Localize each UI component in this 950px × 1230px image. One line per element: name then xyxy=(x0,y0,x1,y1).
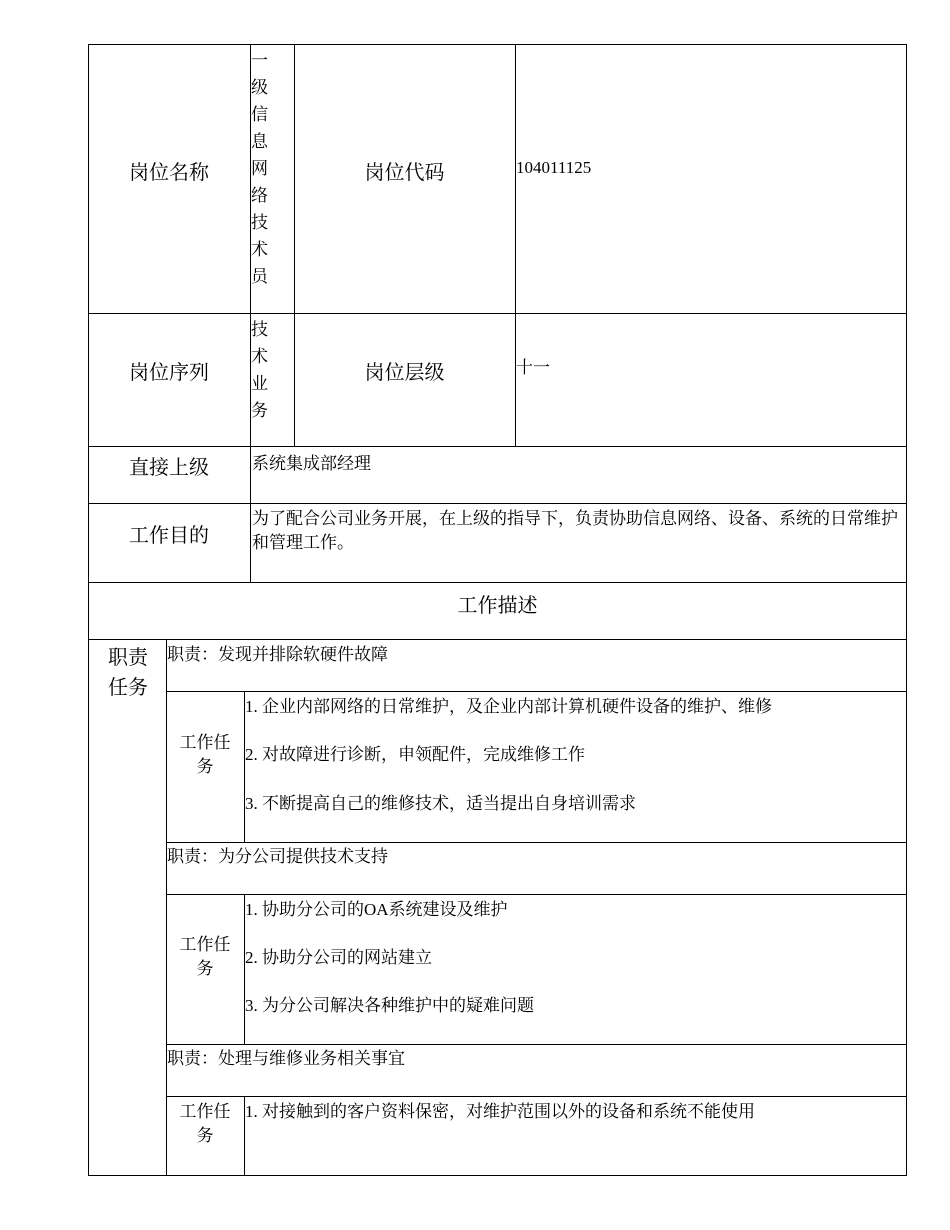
row-divider xyxy=(166,1044,907,1045)
row-divider xyxy=(88,639,907,640)
position-code-label: 岗位代码 xyxy=(364,162,445,184)
row-divider xyxy=(88,313,907,314)
duty-title: 职责：为分公司提供技术支持 xyxy=(167,847,388,866)
position-series-value: 技术业务 xyxy=(251,320,268,420)
position-code-value: 104011125 xyxy=(516,158,592,177)
position-series-label: 岗位序列 xyxy=(129,362,209,384)
task-label: 工作任务 xyxy=(179,935,231,978)
position-name-label: 岗位名称 xyxy=(129,162,209,184)
purpose-value: 为了配合公司业务开展，在上级的指导下，负责协助信息网络、设备、系统的日常维护和管理工作。 xyxy=(252,509,898,552)
duty-title: 职责：处理与维修业务相关事宜 xyxy=(167,1049,405,1068)
col-divider xyxy=(515,44,516,446)
position-name-value: 一级信息网络技术员 xyxy=(251,51,268,286)
position-level-label: 岗位层级 xyxy=(364,362,445,384)
row-divider xyxy=(88,582,907,583)
row-divider xyxy=(166,1096,907,1097)
task-label: 工作任务 xyxy=(179,733,231,776)
row-divider xyxy=(88,503,907,504)
duties-tasks-label: 职责任务 xyxy=(108,647,148,699)
col-divider xyxy=(294,44,295,446)
task-item: 1. 企业内部网络的日常维护，及企业内部计算机硬件设备的维护、维修 xyxy=(245,697,772,716)
position-level-value: 十一 xyxy=(516,358,550,377)
purpose-label: 工作目的 xyxy=(129,525,209,547)
task-item: 2. 对故障进行诊断，申领配件，完成维修工作 xyxy=(245,745,585,764)
row-divider xyxy=(166,842,907,843)
task-item: 3. 不断提高自己的维修技术，适当提出自身培训需求 xyxy=(245,794,636,813)
row-divider xyxy=(166,691,907,692)
task-item: 1. 协助分公司的OA系统建设及维护 xyxy=(245,900,508,919)
superior-value: 系统集成部经理 xyxy=(252,454,371,473)
task-item: 1. 对接触到的客户资料保密，对维护范围以外的设备和系统不能使用 xyxy=(245,1102,755,1121)
task-label: 工作任务 xyxy=(179,1102,231,1145)
task-item: 3. 为分公司解决各种维护中的疑难问题 xyxy=(245,996,534,1015)
task-item: 2. 协助分公司的网站建立 xyxy=(245,948,432,967)
work-description-title: 工作描述 xyxy=(457,595,538,617)
superior-label: 直接上级 xyxy=(129,457,209,479)
duty-title: 职责：发现并排除软硬件故障 xyxy=(167,645,388,664)
row-divider xyxy=(88,446,907,447)
row-divider xyxy=(166,894,907,895)
col-divider xyxy=(166,639,167,1176)
